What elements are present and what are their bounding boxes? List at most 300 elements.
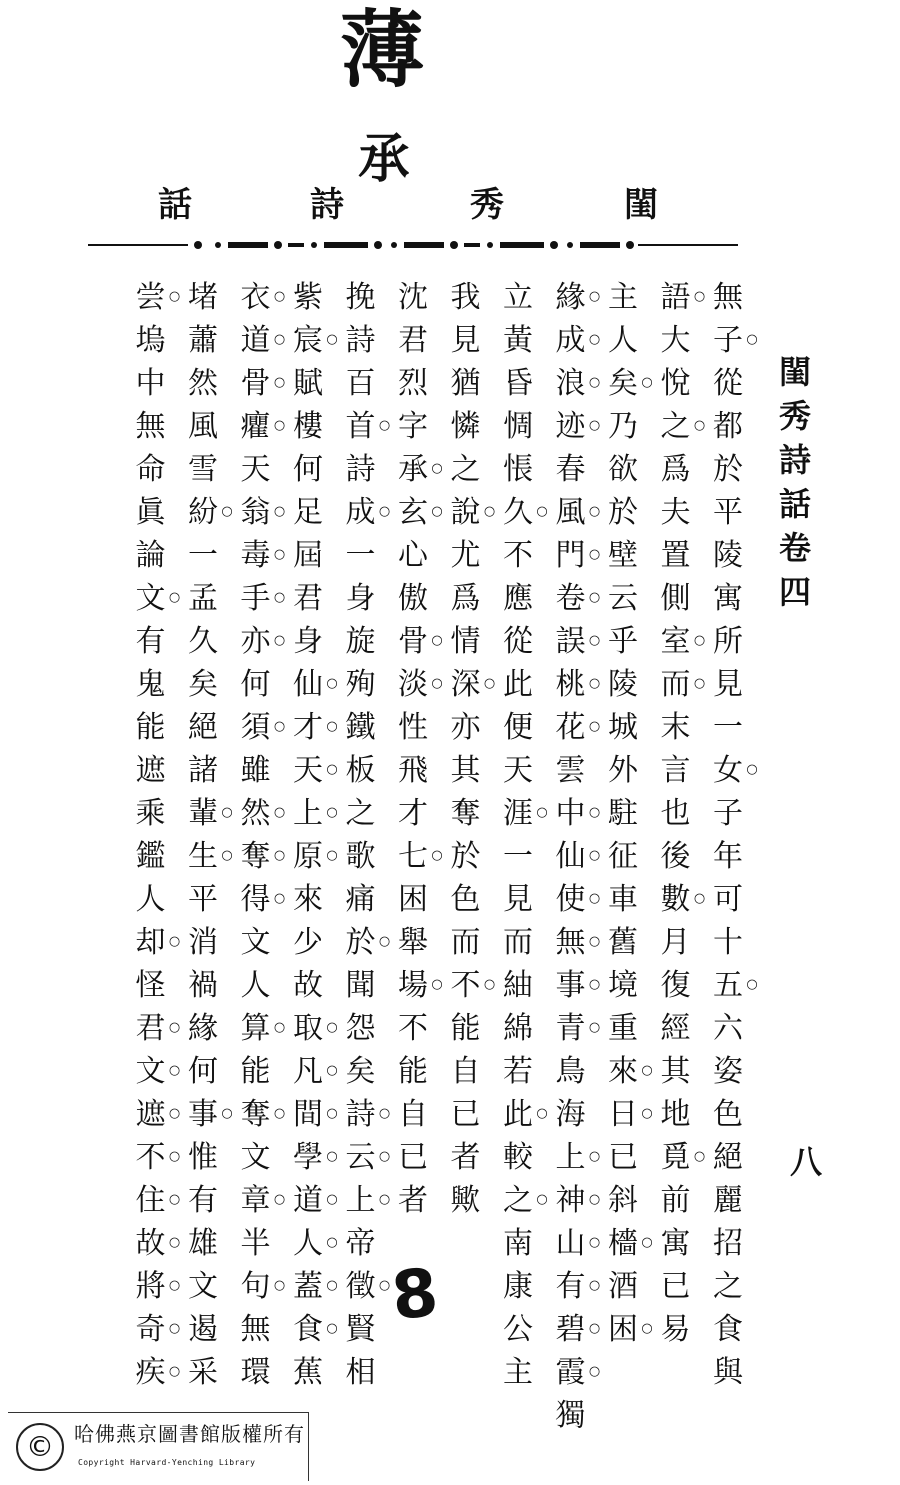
text-char: 蕉	[293, 1355, 323, 1390]
text-char: 殉	[345, 667, 376, 702]
text-char: 半	[240, 1226, 271, 1261]
text-char: 却	[135, 925, 166, 960]
text-char: 帝	[345, 1226, 376, 1261]
text-char: 禍	[188, 968, 218, 1003]
punctuation-dot: ○	[326, 1149, 338, 1164]
punctuation-dot: ○	[693, 418, 706, 433]
punctuation-dot: ○	[641, 1106, 653, 1121]
text-char: 其	[450, 753, 481, 788]
punctuation-dot: ○	[431, 461, 443, 476]
text-char: 食	[293, 1312, 323, 1347]
text-char: 來	[608, 1054, 638, 1089]
text-char: 側	[660, 581, 691, 616]
text-char: 鐵	[345, 710, 376, 745]
text-char: 絕	[713, 1140, 743, 1175]
text-char: 文	[135, 581, 166, 616]
text-char: 色	[450, 882, 481, 917]
text-char: 浪	[555, 366, 586, 401]
text-char: 門	[555, 538, 586, 573]
text-char: 君	[135, 1011, 166, 1046]
punctuation-dot: ○	[168, 1235, 181, 1250]
text-char: 言	[660, 753, 691, 788]
text-char: 於	[608, 495, 638, 530]
punctuation-dot: ○	[693, 633, 706, 648]
text-char: 將	[135, 1269, 166, 1304]
text-char: 奪	[240, 839, 271, 874]
text-char: 足	[293, 495, 323, 530]
punctuation-dot: ○	[168, 1192, 181, 1207]
punctuation-dot: ○	[588, 1192, 601, 1207]
punctuation-dot: ○	[326, 719, 338, 734]
punctuation-dot: ○	[273, 547, 286, 562]
text-char: 道	[240, 323, 271, 358]
punctuation-dot: ○	[168, 1321, 181, 1336]
text-char: 得	[240, 882, 271, 917]
punctuation-dot: ○	[588, 590, 601, 605]
text-char: 康	[503, 1269, 533, 1304]
text-char: 文	[188, 1269, 218, 1304]
text-char: 相	[345, 1355, 376, 1390]
text-char: 平	[713, 495, 743, 530]
masthead-title-char: 薄	[340, 0, 425, 99]
text-char: 不	[135, 1140, 166, 1175]
punctuation-dot: ○	[273, 332, 286, 347]
punctuation-dot: ○	[588, 547, 601, 562]
text-char: 所	[713, 624, 743, 659]
text-char: 翁	[240, 495, 271, 530]
punctuation-dot: ○	[326, 1106, 338, 1121]
text-char: 文	[135, 1054, 166, 1089]
punctuation-dot: ○	[273, 719, 286, 734]
text-char: 年	[713, 839, 743, 874]
library-copyright-stamp	[8, 1412, 309, 1481]
text-char: 事	[188, 1097, 218, 1132]
punctuation-dot: ○	[693, 891, 706, 906]
punctuation-dot: ○	[483, 676, 496, 691]
text-char: 亦	[240, 624, 271, 659]
punctuation-dot: ○	[588, 1149, 601, 1164]
text-char: 色	[713, 1097, 743, 1132]
margin-title-char: 閨	[778, 353, 811, 391]
punctuation-dot: ○	[536, 504, 548, 519]
text-column	[129, 277, 191, 1390]
text-char: 地	[660, 1097, 691, 1132]
text-char: 春	[555, 452, 586, 487]
text-char: 斜	[608, 1183, 638, 1218]
text-char: 賢	[345, 1312, 376, 1347]
punctuation-dot: ○	[273, 1192, 286, 1207]
text-char: 上	[345, 1183, 376, 1218]
text-char: 境	[608, 968, 638, 1003]
punctuation-dot: ○	[641, 1063, 653, 1078]
text-char: 主	[503, 1355, 533, 1390]
text-char: 有	[555, 1269, 586, 1304]
text-char: 中	[555, 796, 586, 831]
text-char: 說	[450, 495, 481, 530]
text-char: 招	[713, 1226, 743, 1261]
punctuation-dot: ○	[273, 289, 286, 304]
text-char: 惟	[188, 1140, 218, 1175]
handwritten-mark: 8	[388, 1253, 442, 1336]
text-char: 尤	[450, 538, 481, 573]
text-char: 何	[293, 452, 323, 487]
text-char: 來	[293, 882, 323, 917]
text-char: 於	[345, 925, 376, 960]
text-char: 亦	[450, 710, 481, 745]
text-char: 語	[660, 280, 691, 315]
text-char: 與	[713, 1355, 743, 1390]
text-char: 仙	[555, 839, 586, 874]
punctuation-dot: ○	[326, 805, 338, 820]
punctuation-dot: ○	[746, 332, 758, 347]
text-char: 沈	[398, 280, 428, 315]
text-char: 易	[660, 1312, 691, 1347]
punctuation-dot: ○	[378, 1149, 391, 1164]
text-char: 痛	[345, 882, 376, 917]
punctuation-dot: ○	[221, 848, 233, 863]
text-char: 采	[188, 1355, 218, 1390]
text-char: 後	[660, 839, 691, 874]
text-char: 陵	[713, 538, 743, 573]
text-char: 雪	[188, 452, 218, 487]
text-char: 室	[660, 624, 691, 659]
text-char: 憐	[450, 409, 481, 444]
punctuation-dot: ○	[588, 504, 601, 519]
text-char: 諸	[188, 753, 218, 788]
text-char: 較	[503, 1140, 533, 1175]
text-char: 鑑	[135, 839, 166, 874]
text-char: 爲	[450, 581, 481, 616]
text-char: 者	[398, 1183, 428, 1218]
margin-title-char: 四	[778, 573, 811, 611]
punctuation-dot: ○	[588, 1235, 601, 1250]
text-char: 六	[713, 1011, 743, 1046]
text-char: 月	[660, 925, 691, 960]
text-char: 寓	[660, 1226, 691, 1261]
text-char: 孟	[188, 581, 218, 616]
text-char: 原	[293, 839, 323, 874]
text-char: 何	[188, 1054, 218, 1089]
text-char: 能	[240, 1054, 271, 1089]
punctuation-dot: ○	[588, 719, 601, 734]
punctuation-dot: ○	[483, 977, 496, 992]
text-char: 能	[398, 1054, 428, 1089]
punctuation-dot: ○	[221, 504, 233, 519]
text-char: 久	[188, 624, 218, 659]
punctuation-dot: ○	[378, 504, 391, 519]
text-char: 悵	[503, 452, 533, 487]
punctuation-dot: ○	[693, 1149, 706, 1164]
punctuation-dot: ○	[431, 504, 443, 519]
text-char: 一	[188, 538, 218, 573]
text-char: 百	[345, 366, 376, 401]
text-char: 承	[398, 452, 428, 487]
text-char: 一	[713, 710, 743, 745]
punctuation-dot: ○	[326, 848, 338, 863]
text-char: 重	[608, 1011, 638, 1046]
text-char: 鳥	[555, 1054, 586, 1089]
stamp-english-text: Copyright Harvard-Yenching Library	[78, 1458, 256, 1467]
text-char: 骨	[240, 366, 271, 401]
text-char: 淡	[398, 667, 428, 702]
column-title-char: 話	[158, 185, 192, 225]
text-char: 堵	[188, 280, 218, 315]
text-char: 此	[503, 667, 533, 702]
text-char: 無	[240, 1312, 271, 1347]
text-char: 怪	[135, 968, 166, 1003]
punctuation-dot: ○	[326, 676, 338, 691]
punctuation-dot: ○	[746, 977, 758, 992]
punctuation-dot: ○	[431, 676, 443, 691]
ornamental-divider	[88, 237, 738, 253]
text-char: 旋	[345, 624, 376, 659]
text-char: 乘	[135, 796, 166, 831]
text-char: 已	[660, 1269, 691, 1304]
text-char: 陵	[608, 667, 638, 702]
text-char: 上	[555, 1140, 586, 1175]
punctuation-dot: ○	[273, 590, 286, 605]
text-char: 學	[293, 1140, 323, 1175]
punctuation-dot: ○	[588, 418, 601, 433]
text-char: 於	[713, 452, 743, 487]
punctuation-dot: ○	[588, 977, 601, 992]
text-char: 住	[135, 1183, 166, 1218]
punctuation-dot: ○	[273, 848, 286, 863]
text-char: 歟	[450, 1183, 481, 1218]
punctuation-dot: ○	[168, 1278, 181, 1293]
text-char: 章	[240, 1183, 271, 1218]
text-char: 論	[135, 538, 166, 573]
text-char: 海	[555, 1097, 586, 1132]
text-char: 無	[713, 280, 743, 315]
punctuation-dot: ○	[588, 1278, 601, 1293]
text-char: 才	[398, 796, 428, 831]
margin-running-title	[770, 350, 820, 614]
text-char: 須	[240, 710, 271, 745]
text-char: 少	[293, 925, 323, 960]
text-char: 人	[240, 968, 271, 1003]
text-char: 句	[240, 1269, 271, 1304]
text-char: 見	[503, 882, 533, 917]
text-char: 猶	[450, 366, 481, 401]
text-char: 惆	[503, 409, 533, 444]
punctuation-dot: ○	[168, 1063, 181, 1078]
text-char: 可	[713, 882, 743, 917]
text-char: 女	[713, 753, 743, 788]
text-char: 欲	[608, 452, 638, 487]
text-char: 青	[555, 1011, 586, 1046]
text-char: 詩	[345, 1097, 376, 1132]
text-char: 若	[503, 1054, 533, 1089]
text-char: 南	[503, 1226, 533, 1261]
text-char: 蕭	[188, 323, 218, 358]
text-char: 已	[450, 1097, 481, 1132]
text-char: 使	[555, 882, 586, 917]
text-char: 壁	[608, 538, 638, 573]
text-char: 故	[293, 968, 323, 1003]
text-char: 生	[188, 839, 218, 874]
text-char: 霞	[555, 1355, 586, 1390]
text-char: 獨	[555, 1398, 586, 1433]
text-char: 情	[450, 624, 481, 659]
text-char: 間	[293, 1097, 323, 1132]
text-char: 詩	[345, 323, 376, 358]
punctuation-dot: ○	[378, 934, 391, 949]
text-char: 歌	[345, 839, 376, 874]
punctuation-dot: ○	[431, 633, 443, 648]
text-char: 成	[555, 323, 586, 358]
text-char: 中	[135, 366, 166, 401]
margin-title-char: 秀	[778, 397, 811, 435]
text-char: 於	[450, 839, 481, 874]
text-char: 賦	[293, 366, 323, 401]
text-char: 文	[240, 1140, 271, 1175]
margin-title-char: 話	[778, 485, 811, 523]
text-char: 桃	[555, 667, 586, 702]
punctuation-dot: ○	[536, 805, 548, 820]
text-char: 不	[398, 1011, 428, 1046]
text-char: 云	[608, 581, 638, 616]
punctuation-dot: ○	[326, 1278, 338, 1293]
punctuation-dot: ○	[168, 1106, 181, 1121]
text-char: 檣	[608, 1226, 638, 1261]
text-char: 詩	[345, 452, 376, 487]
text-char: 聞	[345, 968, 376, 1003]
text-char: 烈	[398, 366, 428, 401]
text-char: 花	[555, 710, 586, 745]
punctuation-dot: ○	[588, 805, 601, 820]
text-char: 癯	[240, 409, 271, 444]
text-char: 征	[608, 839, 638, 874]
punctuation-dot: ○	[431, 977, 443, 992]
text-char: 酒	[608, 1269, 638, 1304]
text-char: 人	[293, 1226, 323, 1261]
punctuation-dot: ○	[168, 934, 181, 949]
text-char: 紫	[293, 280, 323, 315]
punctuation-dot: ○	[168, 1020, 181, 1035]
text-char: 能	[450, 1011, 481, 1046]
text-char: 數	[660, 882, 691, 917]
text-char: 舊	[608, 925, 638, 960]
punctuation-dot: ○	[641, 1321, 653, 1336]
margin-title-char: 詩	[778, 441, 811, 479]
text-char: 困	[608, 1312, 638, 1347]
text-char: 乎	[608, 624, 638, 659]
text-char: 七	[398, 839, 428, 874]
text-char: 駐	[608, 796, 638, 831]
text-char: 之	[660, 409, 691, 444]
punctuation-dot: ○	[746, 762, 758, 777]
text-char: 環	[240, 1355, 271, 1390]
text-char: 置	[660, 538, 691, 573]
text-char: 奪	[240, 1097, 271, 1132]
text-char: 骨	[398, 624, 428, 659]
column-title-char: 閨	[624, 185, 658, 225]
text-char: 者	[450, 1140, 481, 1175]
text-char: 雲	[555, 753, 586, 788]
text-char: 自	[450, 1054, 481, 1089]
text-char: 而	[660, 667, 691, 702]
text-char: 怨	[345, 1011, 376, 1046]
text-char: 衣	[240, 280, 271, 315]
text-char: 紬	[503, 968, 533, 1003]
text-char: 矣	[188, 667, 218, 702]
text-char: 天	[293, 753, 323, 788]
text-char: 綿	[503, 1011, 533, 1046]
text-char: 便	[503, 710, 533, 745]
punctuation-dot: ○	[168, 1364, 181, 1379]
text-char: 舉	[398, 925, 428, 960]
text-char: 之	[450, 452, 481, 487]
text-char: 性	[398, 710, 428, 745]
text-char: 人	[135, 882, 166, 917]
page-number: 八	[790, 1143, 823, 1181]
punctuation-dot: ○	[588, 1364, 601, 1379]
text-char: 字	[398, 409, 428, 444]
text-char: 爲	[660, 452, 691, 487]
column-title	[0, 180, 900, 230]
punctuation-dot: ○	[378, 418, 391, 433]
punctuation-dot: ○	[588, 676, 601, 691]
text-char: 主	[608, 280, 638, 315]
text-char: 文	[240, 925, 271, 960]
text-char: 絕	[188, 710, 218, 745]
text-char: 而	[503, 925, 533, 960]
text-char: 算	[240, 1011, 271, 1046]
text-char: 樓	[293, 409, 323, 444]
text-char: 宸	[293, 323, 323, 358]
text-char: 有	[188, 1183, 218, 1218]
text-char: 矣	[345, 1054, 376, 1089]
text-char: 誤	[555, 624, 586, 659]
text-char: 人	[608, 323, 638, 358]
masthead	[300, 0, 460, 190]
punctuation-dot: ○	[588, 633, 601, 648]
text-char: 上	[293, 796, 323, 831]
text-char: 消	[188, 925, 218, 960]
text-char: 遏	[188, 1312, 218, 1347]
text-char: 徵	[345, 1269, 376, 1304]
punctuation-dot: ○	[378, 1192, 391, 1207]
text-char: 已	[398, 1140, 428, 1175]
punctuation-dot: ○	[588, 1321, 601, 1336]
text-char: 之	[503, 1183, 533, 1218]
text-char: 風	[188, 409, 218, 444]
punctuation-dot: ○	[693, 676, 706, 691]
text-char: 心	[398, 538, 428, 573]
text-char: 迹	[555, 409, 586, 444]
text-char: 云	[345, 1140, 376, 1175]
text-char: 公	[503, 1312, 533, 1347]
text-char: 身	[293, 624, 323, 659]
punctuation-dot: ○	[588, 332, 601, 347]
column-title-char: 秀	[470, 185, 504, 225]
text-char: 夫	[660, 495, 691, 530]
text-char: 子	[713, 323, 743, 358]
text-char: 天	[503, 753, 533, 788]
text-char: 無	[555, 925, 586, 960]
text-char: 其	[660, 1054, 691, 1089]
text-char: 五	[713, 968, 743, 1003]
text-char: 風	[555, 495, 586, 530]
punctuation-dot: ○	[168, 1149, 181, 1164]
text-char: 前	[660, 1183, 691, 1218]
text-char: 塢	[135, 323, 166, 358]
text-char: 遮	[135, 1097, 166, 1132]
text-char: 應	[503, 581, 533, 616]
text-char: 車	[608, 882, 638, 917]
text-char: 不	[503, 538, 533, 573]
